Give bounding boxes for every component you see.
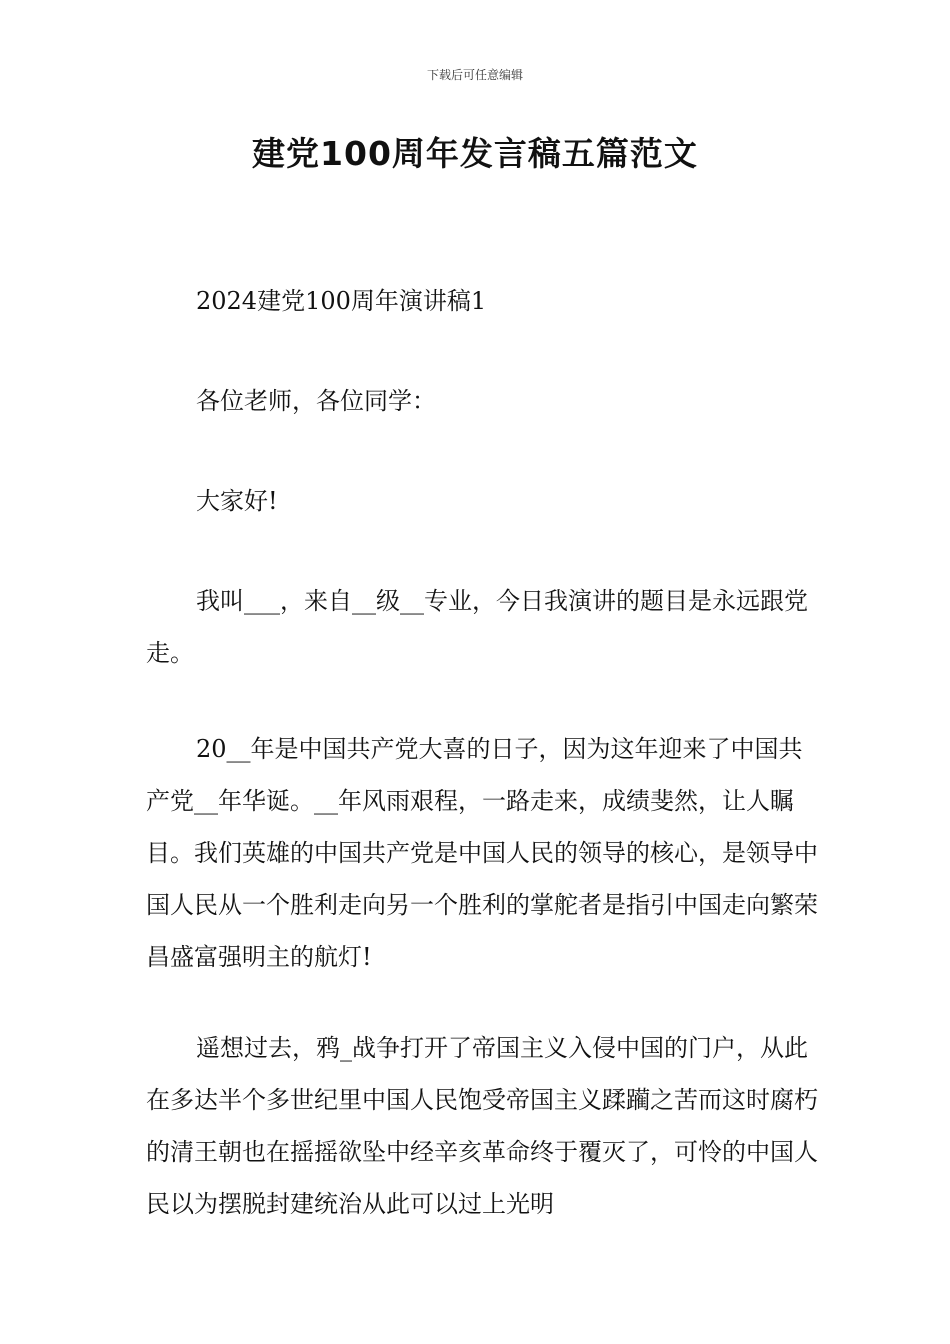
document-title: 建党100周年发言稿五篇范文 [252,134,698,173]
paragraph-history: 遥想过去，鸦_战争打开了帝国主义入侵中国的门户，从此在多达半个多世纪里中国人民饱受帝国主义蹂躏之苦而这时腐朽的清王朝也在摇摇欲坠中经辛亥革命终于覆灭了，可怜的中国人民以为摆脱封建统治从此可以过上光明 [146,1034,818,1218]
header-note: 下载后可任意编辑 [426,68,523,82]
paragraph-anniversary: 20__年是中国共产党大喜的日子，因为这年迎来了中国共产党__年华诞。__年风雨艰程，一路走来，成绩斐然，让人瞩目。我们英雄的中国共产党是中国人民的领导的核心，是领导中国人民从一个胜利走向另一个胜利的掌舵者是指引中国走向繁荣昌盛富强明主的航灯! [146,735,818,971]
paragraph-speech-heading: 2024建党100周年演讲稿1 [196,287,487,315]
paragraph-salutation: 各位老师，各位同学： [196,387,436,415]
paragraph-greeting: 大家好! [196,487,278,515]
paragraph-introduction: 我叫___，来自__级__专业，今日我演讲的题目是永远跟党走。 [146,587,808,667]
